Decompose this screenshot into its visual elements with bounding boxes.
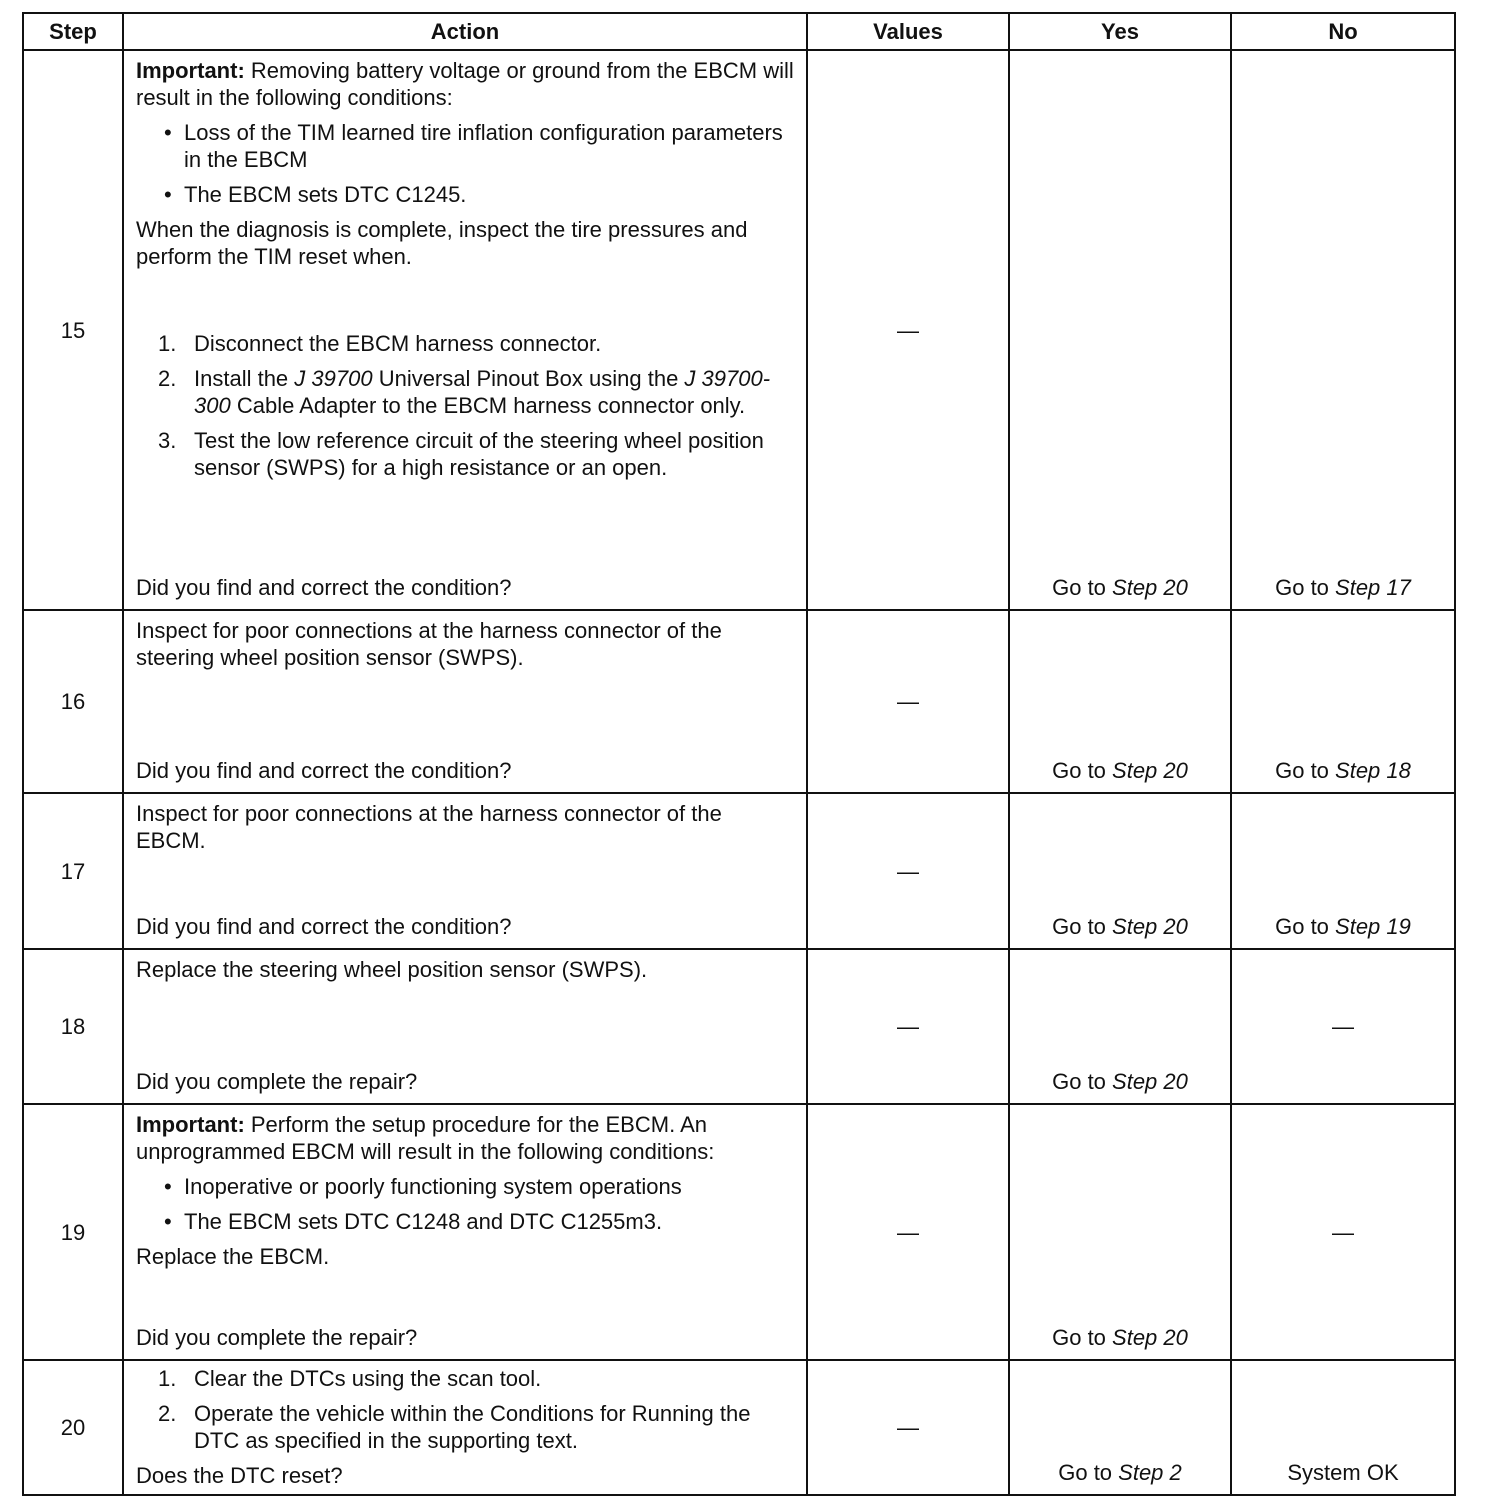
step-number: 18 — [23, 949, 123, 1104]
action-text: Inspect for poor connections at the harness connector of the steering wheel position sensor (SWPS). — [136, 618, 722, 670]
action-cell — [123, 610, 807, 793]
list-item: • Inoperative or poorly functioning system operations — [184, 1173, 796, 1200]
note-text: Replace the EBCM. — [136, 1244, 330, 1269]
important-note: Important: Removing battery voltage or ground from the EBCM will result in the following conditions: — [136, 58, 794, 110]
values-cell: — — [807, 50, 1009, 610]
table-row — [23, 949, 1455, 1104]
step-number: 15 — [23, 50, 123, 610]
values-cell: — — [807, 610, 1009, 793]
header-action: Action — [123, 13, 807, 50]
action-text: Inspect for poor connections at the harness connector of the EBCM. — [136, 801, 722, 853]
step-link: Step 20 — [1112, 758, 1188, 783]
header-row — [23, 13, 1455, 50]
question-text: Does the DTC reset? — [136, 1463, 343, 1488]
header-step: Step — [23, 13, 123, 50]
condition-list — [136, 119, 796, 208]
no-cell: — — [1231, 1104, 1455, 1360]
list-item: • The EBCM sets DTC C1245. — [184, 181, 796, 208]
action-cell — [123, 793, 807, 949]
list-item: 1. Disconnect the EBCM harness connector. — [158, 331, 602, 356]
no-cell: Go to Step 19 — [1231, 793, 1455, 949]
question-text: Did you complete the repair? — [136, 1325, 418, 1350]
header-values: Values — [807, 13, 1009, 50]
yes-cell: Go to Step 20 — [1009, 1104, 1231, 1360]
diagnostic-table — [22, 12, 1456, 1496]
no-cell: Go to Step 18 — [1231, 610, 1455, 793]
yes-cell: Go to Step 20 — [1009, 50, 1231, 610]
procedure-list — [136, 1365, 796, 1454]
step-number: 16 — [23, 610, 123, 793]
table-row — [23, 610, 1455, 793]
step-number: 17 — [23, 793, 123, 949]
note-text: When the diagnosis is complete, inspect the tire pressures and perform the TIM reset when. — [136, 217, 748, 269]
procedure-list — [136, 330, 796, 481]
header-yes: Yes — [1009, 13, 1231, 50]
list-item: 3. Test the low reference circuit of the steering wheel position sensor (SWPS) for a high resistance or an open. — [158, 428, 764, 480]
step-link: Step 20 — [1112, 575, 1188, 600]
step-number: 20 — [23, 1360, 123, 1495]
step-link: Step 20 — [1112, 1325, 1188, 1350]
list-item: 2. Install the J 39700 Universal Pinout Box using the J 39700-300 Cable Adapter to the EBCM harness connector only. — [158, 366, 771, 418]
action-cell — [123, 949, 807, 1104]
values-cell: — — [807, 1104, 1009, 1360]
action-cell — [123, 1360, 807, 1495]
yes-cell: Go to Step 20 — [1009, 793, 1231, 949]
values-cell: — — [807, 949, 1009, 1104]
condition-list — [136, 1173, 796, 1235]
step-link: Step 20 — [1112, 1069, 1188, 1094]
list-item: • The EBCM sets DTC C1248 and DTC C1255m3. — [184, 1208, 796, 1235]
action-cell — [123, 1104, 807, 1360]
step-link: Step 17 — [1335, 575, 1411, 600]
step-number: 19 — [23, 1104, 123, 1360]
no-cell: — — [1231, 949, 1455, 1104]
list-item: 1. Clear the DTCs using the scan tool. — [158, 1366, 542, 1391]
yes-cell: Go to Step 20 — [1009, 610, 1231, 793]
yes-cell: Go to Step 2 — [1009, 1360, 1231, 1495]
important-note: Important: Perform the setup procedure for the EBCM. An unprogrammed EBCM will result in the following conditions: — [136, 1112, 715, 1164]
step-link: Step 2 — [1118, 1460, 1182, 1485]
table-row — [23, 50, 1455, 610]
list-item: 2. Operate the vehicle within the Conditions for Running the DTC as specified in the supporting text. — [158, 1401, 751, 1453]
values-cell: — — [807, 793, 1009, 949]
no-cell: System OK — [1231, 1360, 1455, 1495]
table-row — [23, 1104, 1455, 1360]
table-row — [23, 1360, 1455, 1495]
no-cell: Go to Step 17 — [1231, 50, 1455, 610]
question-text: Did you find and correct the condition? — [136, 575, 512, 600]
question-text: Did you find and correct the condition? — [136, 914, 512, 939]
yes-cell: Go to Step 20 — [1009, 949, 1231, 1104]
list-item: • Loss of the TIM learned tire inflation configuration parameters in the EBCM — [184, 119, 796, 173]
header-no: No — [1231, 13, 1455, 50]
action-cell — [123, 50, 807, 610]
values-cell: — — [807, 1360, 1009, 1495]
step-link: Step 18 — [1335, 758, 1411, 783]
action-text: Replace the steering wheel position sensor (SWPS). — [136, 957, 648, 982]
step-link: Step 20 — [1112, 914, 1188, 939]
step-link: Step 19 — [1335, 914, 1411, 939]
question-text: Did you find and correct the condition? — [136, 758, 512, 783]
table-row — [23, 793, 1455, 949]
question-text: Did you complete the repair? — [136, 1069, 418, 1094]
